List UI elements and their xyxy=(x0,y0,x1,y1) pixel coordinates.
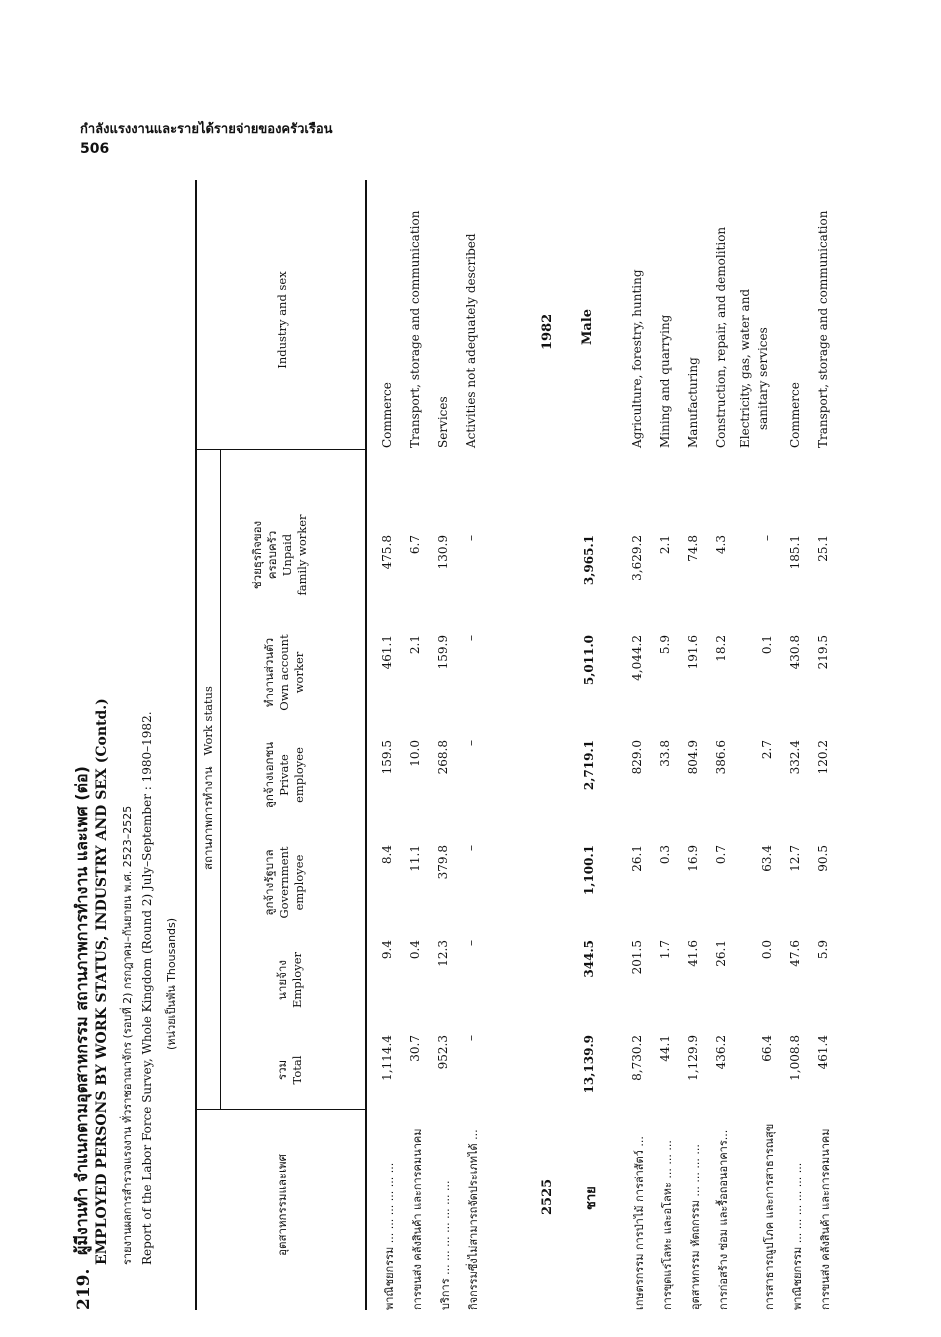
cell-own: 430.8 xyxy=(788,635,802,670)
col-gov-en1: Government xyxy=(277,846,291,919)
cell-priv: 10.0 xyxy=(408,740,422,767)
row-label-en-cont: sanitary services xyxy=(756,327,770,430)
cell-priv: 386.6 xyxy=(714,740,728,775)
sex-en: Male xyxy=(580,308,595,345)
table-title-thai: ผู้มีงานทำ จำแนกตามอุตสาหกรรม สถานภาพการทำงาน และเพศ (ต่อ) xyxy=(72,766,91,1255)
cell-priv: 829.0 xyxy=(630,740,644,775)
cell-own: 5.9 xyxy=(658,635,672,655)
cell-priv: – xyxy=(464,740,478,746)
header-rule xyxy=(365,180,367,1310)
col-employer-en: Employer xyxy=(290,951,304,1009)
col-own-header xyxy=(262,625,307,720)
col-unpaid-en2: family worker xyxy=(295,514,309,596)
cell-total: 461.4 xyxy=(816,1035,830,1070)
cell-employer: 26.1 xyxy=(714,940,728,967)
row-label-en: Transport, storage and communication xyxy=(408,210,422,448)
row-label-en: Manufacturing xyxy=(686,357,700,448)
cell-total: 66.4 xyxy=(760,1035,774,1062)
cell-employer: 47.6 xyxy=(788,940,802,967)
cell-unpaid: 4.3 xyxy=(714,535,728,555)
source-en: Report of the Labor Force Survey, Whole Kingdom (Round 2) July–September : 1980–1982. xyxy=(140,711,154,1265)
cell-unpaid: 185.1 xyxy=(788,535,802,570)
row-label-thai: อุตสาหกรรม หัตถกรรม ... ... ... ... xyxy=(689,1144,702,1310)
table-row xyxy=(436,180,464,1310)
cell-total: 436.2 xyxy=(714,1035,728,1070)
row-label-thai: บริการ ... ... ... ... ... ... ... xyxy=(439,1180,452,1310)
work-status-header xyxy=(200,686,218,870)
cell-gov: 12.7 xyxy=(788,845,802,872)
row-label-en: Transport, storage and communication xyxy=(816,210,830,448)
cell-unpaid: 74.8 xyxy=(686,535,700,562)
table-number: 219. xyxy=(74,1268,94,1310)
col-own-en2: worker xyxy=(292,651,306,694)
row-label-thai: การสาธารณูปโภค และการสาธารณสุข xyxy=(763,1123,776,1310)
col-employer-header xyxy=(275,940,305,1020)
table-row xyxy=(464,180,492,1310)
cell-employer: 201.5 xyxy=(630,940,644,975)
cell-unpaid: 3,629.2 xyxy=(630,535,644,581)
male-total-row xyxy=(582,180,610,1310)
col-priv-en2: employee xyxy=(292,747,306,803)
col-priv-thai: ลูกจ้างเอกชน xyxy=(262,741,276,809)
col-priv-header xyxy=(262,730,307,820)
cell-own: 159.9 xyxy=(436,635,450,670)
cell-gov: 1,100.1 xyxy=(582,845,596,896)
cell-priv: 159.5 xyxy=(380,740,394,775)
cell-unpaid: 2.1 xyxy=(658,535,672,555)
year-thai: 2525 xyxy=(540,1178,555,1215)
industry-header-en xyxy=(275,200,290,440)
cell-total: 44.1 xyxy=(658,1035,672,1062)
table-row xyxy=(686,180,714,1310)
row-label-en: Services xyxy=(436,396,450,448)
industry-divider xyxy=(195,1109,365,1110)
row-label-en: Commerce xyxy=(788,382,802,448)
table-row xyxy=(816,180,844,1310)
row-label-en: Commerce xyxy=(380,382,394,448)
col-unpaid-thai2: ครอบครัว xyxy=(265,530,279,580)
cell-total: 13,139.9 xyxy=(582,1035,596,1094)
cell-total: – xyxy=(464,1035,478,1041)
cell-unpaid: – xyxy=(464,535,478,541)
cell-total: 1,129.9 xyxy=(686,1035,700,1081)
row-label-en: Mining and quarrying xyxy=(658,314,672,448)
row-label-thai: การก่อสร้าง ซ่อม และรื้อถอนอาคาร... xyxy=(717,1129,730,1310)
row-label-thai: พาณิชยกรรม ... ... ... ... ... ... xyxy=(383,1162,396,1310)
cell-total: 8,730.2 xyxy=(630,1035,644,1081)
cell-own: 5,011.0 xyxy=(582,635,596,686)
work-status-rule xyxy=(220,450,221,1110)
cell-employer: 0.0 xyxy=(760,940,774,960)
cell-gov: 63.4 xyxy=(760,845,774,872)
table-row xyxy=(738,180,788,1310)
cell-employer: 5.9 xyxy=(816,940,830,960)
cell-gov: 0.7 xyxy=(714,845,728,865)
cell-employer: 12.3 xyxy=(436,940,450,967)
cell-priv: 2.7 xyxy=(760,740,774,760)
table-row xyxy=(658,180,686,1310)
cell-employer: 344.5 xyxy=(582,940,596,978)
cell-gov: – xyxy=(464,845,478,851)
source-thai: รายงานผลการสำรวจแรงงาน ทั่วราชอาณาจักร (รอบที่ 2) กรกฎาคม–กันยายน พ.ศ. 2523–2525 xyxy=(121,805,134,1265)
col-total-thai: รวม xyxy=(275,1059,289,1081)
table-row xyxy=(380,180,408,1310)
col-own-thai: ทำงานส่วนตัว xyxy=(262,637,276,708)
col-unpaid-thai1: ช่วยธุรกิจของ xyxy=(250,520,264,590)
row-label-en: Agriculture, forestry, hunting xyxy=(630,269,644,448)
cell-unpaid: 475.8 xyxy=(380,535,394,570)
cell-total: 952.3 xyxy=(436,1035,450,1070)
col-total-header xyxy=(275,1035,305,1105)
cell-priv: 120.2 xyxy=(816,740,830,775)
row-label-thai: การขนส่ง คลังสินค้า และการคมนาคม xyxy=(819,1128,832,1310)
col-gov-en2: employee xyxy=(292,854,306,911)
top-rule xyxy=(195,180,197,1310)
cell-own: 0.1 xyxy=(760,635,774,655)
cell-total: 1,114.4 xyxy=(380,1035,394,1081)
table-row xyxy=(408,180,436,1310)
cell-gov: 26.1 xyxy=(630,845,644,872)
industry-header-thai xyxy=(275,1120,290,1290)
cell-priv: 332.4 xyxy=(788,740,802,775)
industry-header-thai-text: อุตสาหกรรมและเพศ xyxy=(275,1154,289,1256)
industry-header-en-text: Industry and sex xyxy=(275,271,289,369)
row-label-thai: การขุดแร่โลหะ และอโลหะ ... ... ... xyxy=(661,1140,674,1310)
col-priv-en1: Private xyxy=(277,754,291,796)
cell-own: 18.2 xyxy=(714,635,728,662)
cell-unpaid: 6.7 xyxy=(408,535,422,555)
cell-priv: 804.9 xyxy=(686,740,700,775)
cell-own: – xyxy=(464,635,478,641)
work-status-en: Work status xyxy=(201,686,215,756)
table-row xyxy=(788,180,816,1310)
cell-own: 2.1 xyxy=(408,635,422,655)
book-title: กำลังแรงงานและรายได้รายจ่ายของครัวเรือน xyxy=(80,122,333,137)
row-label-thai: การขนส่ง คลังสินค้า และการคมนาคม xyxy=(411,1128,424,1310)
industry-divider-right xyxy=(195,449,365,450)
cell-gov: 8.4 xyxy=(380,845,394,865)
cell-gov: 90.5 xyxy=(816,845,830,872)
col-employer-thai: นายจ้าง xyxy=(275,960,289,1000)
cell-unpaid: 25.1 xyxy=(816,535,830,562)
work-status-thai: สถานภาพการทำงาน xyxy=(201,766,215,870)
row-label-thai: พาณิชยกรรม ... ... ... ... ... ... xyxy=(791,1162,804,1310)
col-gov-header xyxy=(262,835,307,930)
cell-gov: 16.9 xyxy=(686,845,700,872)
col-unpaid-en1: Unpaid xyxy=(280,533,294,577)
col-unpaid-header xyxy=(250,500,310,610)
cell-total: 30.7 xyxy=(408,1035,422,1062)
page-number: 506 xyxy=(80,141,110,157)
cell-employer: 41.6 xyxy=(686,940,700,967)
row-label-en: Activities not adequately described xyxy=(464,233,478,448)
table-row xyxy=(630,180,658,1310)
col-own-en1: Own account xyxy=(277,634,291,711)
year-en: 1982 xyxy=(540,313,555,350)
cell-own: 4,044.2 xyxy=(630,635,644,681)
row-label-thai: เกษตรกรรม การป่าไม้ การล่าสัตว์ ... xyxy=(633,1136,646,1310)
cell-employer: 1.7 xyxy=(658,940,672,960)
cell-gov: 379.8 xyxy=(436,845,450,880)
row-label-en: Construction, repair, and demolition xyxy=(714,226,728,448)
cell-own: 461.1 xyxy=(380,635,394,670)
cell-employer: 0.4 xyxy=(408,940,422,960)
cell-gov: 11.1 xyxy=(408,845,422,872)
cell-own: 219.5 xyxy=(816,635,830,670)
table-title-en: EMPLOYED PERSONS BY WORK STATUS, INDUSTRY AND SEX (Contd.) xyxy=(94,698,110,1265)
cell-total: 1,008.8 xyxy=(788,1035,802,1081)
sex-thai: ชาย xyxy=(584,1186,599,1210)
cell-priv: 33.8 xyxy=(658,740,672,767)
cell-own: 191.6 xyxy=(686,635,700,670)
cell-unpaid: – xyxy=(760,535,774,541)
unit-note: (หน่วยเป็นพัน Thousands) xyxy=(165,917,178,1050)
row-label-thai: กิจกรรมซึ่งไม่สามารถจัดประเภทได้ ... xyxy=(467,1129,480,1310)
col-gov-thai: ลูกจ้างรัฐบาล xyxy=(262,849,276,916)
cell-priv: 2,719.1 xyxy=(582,740,596,791)
col-total-en: Total xyxy=(290,1055,304,1085)
cell-employer: 9.4 xyxy=(380,940,394,960)
cell-employer: – xyxy=(464,940,478,946)
cell-unpaid: 130.9 xyxy=(436,535,450,570)
cell-priv: 268.8 xyxy=(436,740,450,775)
cell-gov: 0.3 xyxy=(658,845,672,865)
rotated-table xyxy=(70,180,880,1310)
row-label-en: Electricity, gas, water and xyxy=(738,288,752,448)
page-header xyxy=(80,118,333,157)
cell-unpaid: 3,965.1 xyxy=(582,535,596,586)
